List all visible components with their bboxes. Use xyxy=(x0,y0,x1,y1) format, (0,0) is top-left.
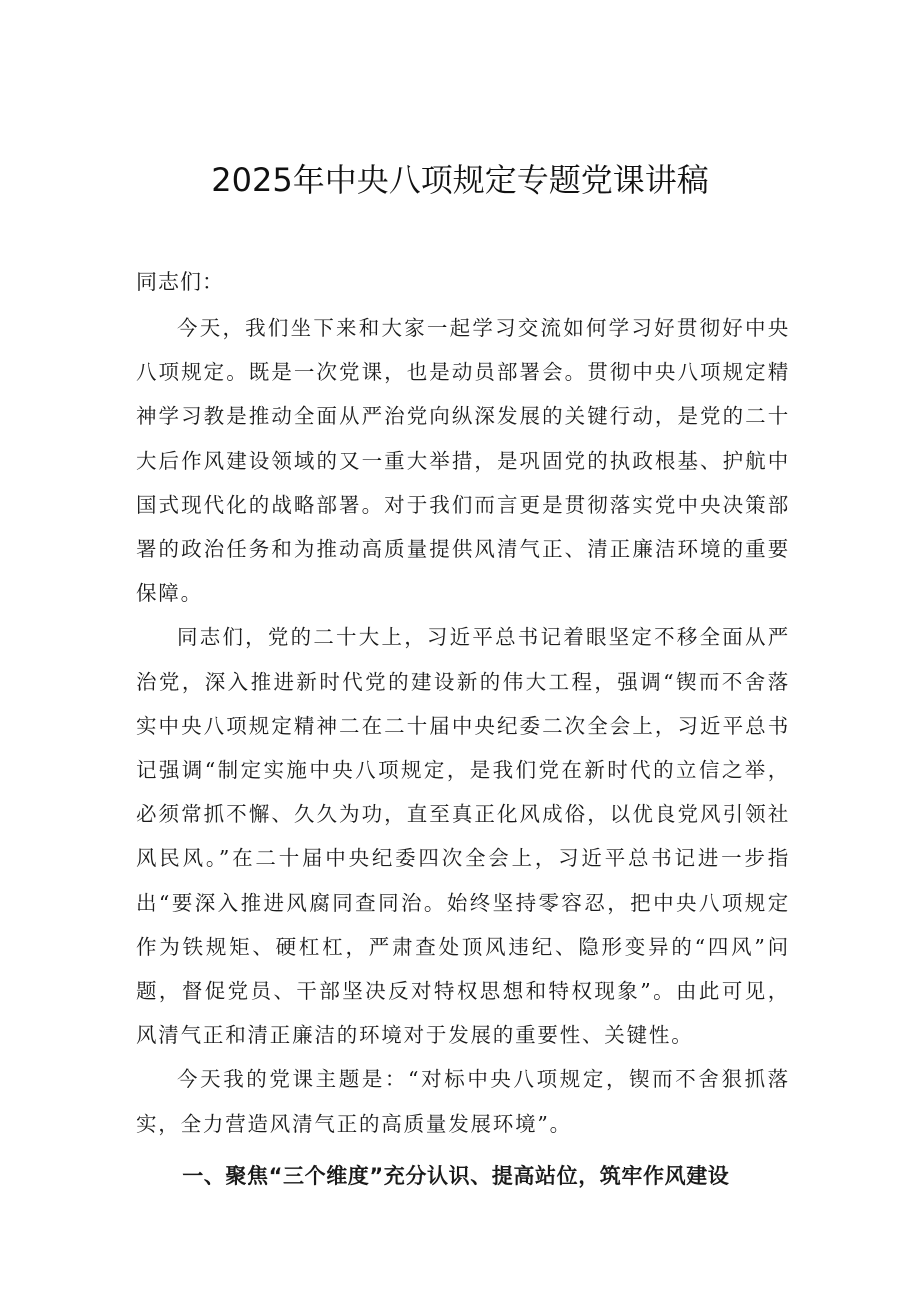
paragraph-intro: 今天，我们坐下来和大家一起学习交流如何学习好贯彻好中央八项规定。既是一次党课，也是动员部署会。贯彻中央八项规定精神学习教是推动全面从严治党向纵深发展的关键行动，是党的二十大后作风建设领域的又一重大举措，是巩固党的执政根基、护航中国式现代化的战略部署。对于我们而言更是贯彻落实党中央决策部署的政治任务和为推动高质量提供风清气正、清正廉洁环境的重要保障。 xyxy=(136,316,790,606)
section-heading-one: 一、聚焦“三个维度”充分认识、提高站位，筑牢作风建设 xyxy=(182,1163,730,1188)
paragraph-theme: 今天我的党课主题是：“对标中央八项规定，锲而不舍狠抓落实，全力营造风清气正的高质量发展环境”。 xyxy=(136,1067,790,1136)
salutation: 同志们： xyxy=(136,270,224,294)
paragraph-quotes: 同志们，党的二十大上，习近平总书记着眼坚定不移全面从严治党，深入推进新时代党的建设新的伟大工程，强调“锲而不舍落实中央八项规定精神二在二十届中央纪委二次全会上，习近平总书记强调“制定实施中央八项规定，是我们党在新时代的立信之举，必须常抓不懈、久久为功，直至真正化风成俗，以优良党风引领社风民风。”在二十届中央纪委四次全会上，习近平总书记进一步指出“要深入推进风腐同查同治。始终坚持零容忍，把中央八项规定作为铁规矩、硬杠杠，严肃查处顶风违纪、隐形变异的“四风”问题，督促党员、干部坚决反对特权思想和特权现象”。由此可见，风清气正和清正廉洁的环境对于发展的重要性、关键性。 xyxy=(136,625,790,1048)
document-title: 2025年中央八项规定专题党课讲稿 xyxy=(211,161,709,199)
document-body xyxy=(136,306,790,1198)
